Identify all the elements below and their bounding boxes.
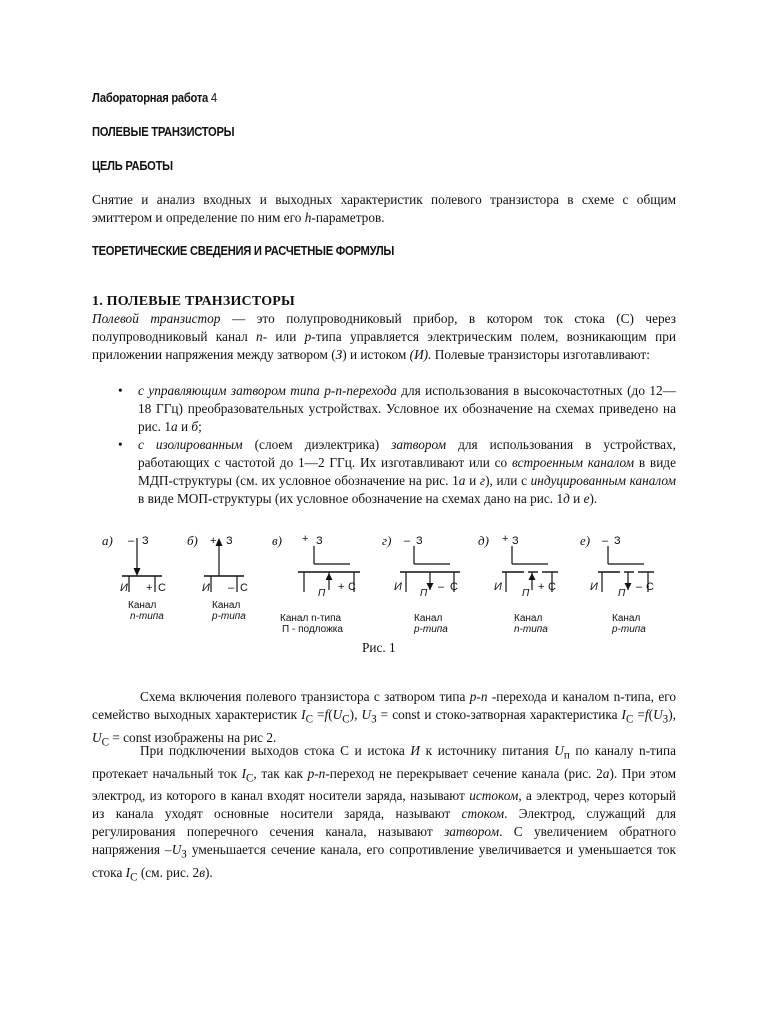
svg-text:З: З [316,535,323,547]
svg-text:+: + [146,582,153,594]
section-1-title: 1. ПОЛЕВЫЕ ТРАНЗИСТОРЫ [92,294,296,309]
svg-text:Канал: Канал [414,613,443,624]
symbol-panel-b [187,533,248,622]
list-item: • с управляющим затвором типа p-n-перехода для использования в высокочастотных (до 12—18 ГГц) преобразовательных устройствах. Условное их обозначение на схемах приведено на рис. 1а и б; [118,383,676,434]
svg-text:–: – [438,581,445,593]
svg-text:С: С [548,581,556,593]
svg-text:С: С [240,582,248,594]
svg-text:p-типа: p-типа [612,624,646,635]
svg-text:И: И [590,581,598,593]
svg-text:+: + [538,581,545,593]
svg-text:П: П [420,588,428,599]
paragraph-operation: При подключении выходов стока С и истока И к источнику питания $U_п$ по каналу n-типа протекает начальный ток $I_С$, так как p-n-переход не перекрывает сечение канала (рис. 2а). При этом электрод, из которого в канал входят носители заряда, называют истоком, а электрод, через который из канала уходят основные носители заряда, называют стоком. Электрод, служащий для регулирования поперечного сечения канала, называют затвором. С увеличением обратного напряжения $-U_З$ уменьшается сечение канала, его сопротивление увеличивается и уменьшается ток стока $I_С$ (см. рис. 2в). [92,743,677,884]
svg-text:С: С [450,581,458,593]
list-item: • с изолированным (слоем диэлектрика) затвором для использования в устройствах, работающих с частотой до 1—2 ГГц. Их изготавливают или со встроенным каналом в виде МДП-структуры (см. их условное обозначение на рис. 1а и г), или с индуцированным каналом в виде МОП-структуры (их условное обозначение на схемах дано на рис. 1д и е). [118,437,677,506]
svg-text:–: – [602,535,609,547]
panel-letter: г) [382,533,392,548]
svg-text:П - подложка: П - подложка [282,624,343,635]
svg-text:–: – [228,582,235,594]
svg-text:+: + [338,581,345,593]
topic-heading: ПОЛЕВЫЕ ТРАНЗИСТОРЫ [92,124,235,139]
symbol-panel-e [580,533,654,635]
panel-letter: а) [102,533,113,548]
theory-heading: ТЕОРЕТИЧЕСКИЕ СВЕДЕНИЯ И РАСЧЕТНЫЕ ФОРМУЛЫ [92,243,395,258]
svg-text:p-типа: p-типа [414,624,448,635]
svg-text:+: + [302,533,309,545]
lab-title: Лабораторная работа 4 [92,90,217,105]
svg-text:С: С [646,581,654,593]
svg-text:З: З [416,535,423,547]
goal-paragraph: Снятие и анализ входных и выходных характеристик полевого транзистора в схеме с общим эмиттером и определение по ним его h-параметров. [92,192,676,225]
svg-text:И: И [120,582,128,594]
svg-text:Канал: Канал [612,613,641,624]
svg-text:З: З [226,535,233,547]
fet-types-list [92,382,676,508]
symbol-panel-a [102,533,166,622]
goal-heading: ЦЕЛЬ РАБОТЫ [92,158,173,173]
svg-text:И: И [494,581,502,593]
svg-text:С: С [158,582,166,594]
symbol-panel-d [478,533,558,635]
figure-1-caption: Рис. 1 [362,640,396,655]
svg-text:З: З [142,535,149,547]
svg-text:Канал: Канал [128,600,157,611]
symbol-panel-v [272,533,360,635]
svg-text:З: З [512,535,519,547]
svg-text:+: + [502,533,509,545]
svg-text:n-типа: n-типа [130,611,164,622]
panel-letter: д) [478,533,489,548]
svg-text:–: – [636,581,643,593]
symbol-panel-g [382,533,460,635]
svg-text:–: – [404,535,411,547]
svg-text:П: П [618,588,626,599]
svg-text:Канал: Канал [514,613,543,624]
svg-text:–: – [128,535,135,547]
section-1-intro: Полевой транзистор — это полупроводниковый прибор, в котором ток стока (С) через полупроводниковый канал n- или p-типа управляется электрическим полем, возникающим при приложении напряжения между затвором (З) и истоком (И). Полевые транзисторы изготавливают: [92,311,676,362]
svg-text:n-типа: n-типа [514,624,548,635]
svg-text:И: И [202,582,210,594]
svg-text:З: З [614,535,621,547]
svg-text:p-типа: p-типа [212,611,246,622]
svg-text:П: П [318,588,326,599]
panel-letter: б) [187,533,198,548]
svg-text:+: + [210,535,217,547]
paragraph-circuit: Схема включения полевого транзистора с затвором типа p-n -перехода и каналом n-типа, его семейство выходных характеристик $I_С =f(U_С)$, $U_З$ = const и стоко-затворная характеристика $I_С =f(U_З)$, $U_С$ = const изображены на рис 2. [92,689,677,749]
panel-letter: в) [272,533,282,548]
svg-text:Канал: Канал [212,600,241,611]
panel-letter: е) [580,533,591,548]
svg-text:С: С [348,581,356,593]
svg-text:Канал n-типа: Канал n-типа [280,613,342,624]
svg-text:И: И [394,581,402,593]
svg-text:П: П [522,588,530,599]
